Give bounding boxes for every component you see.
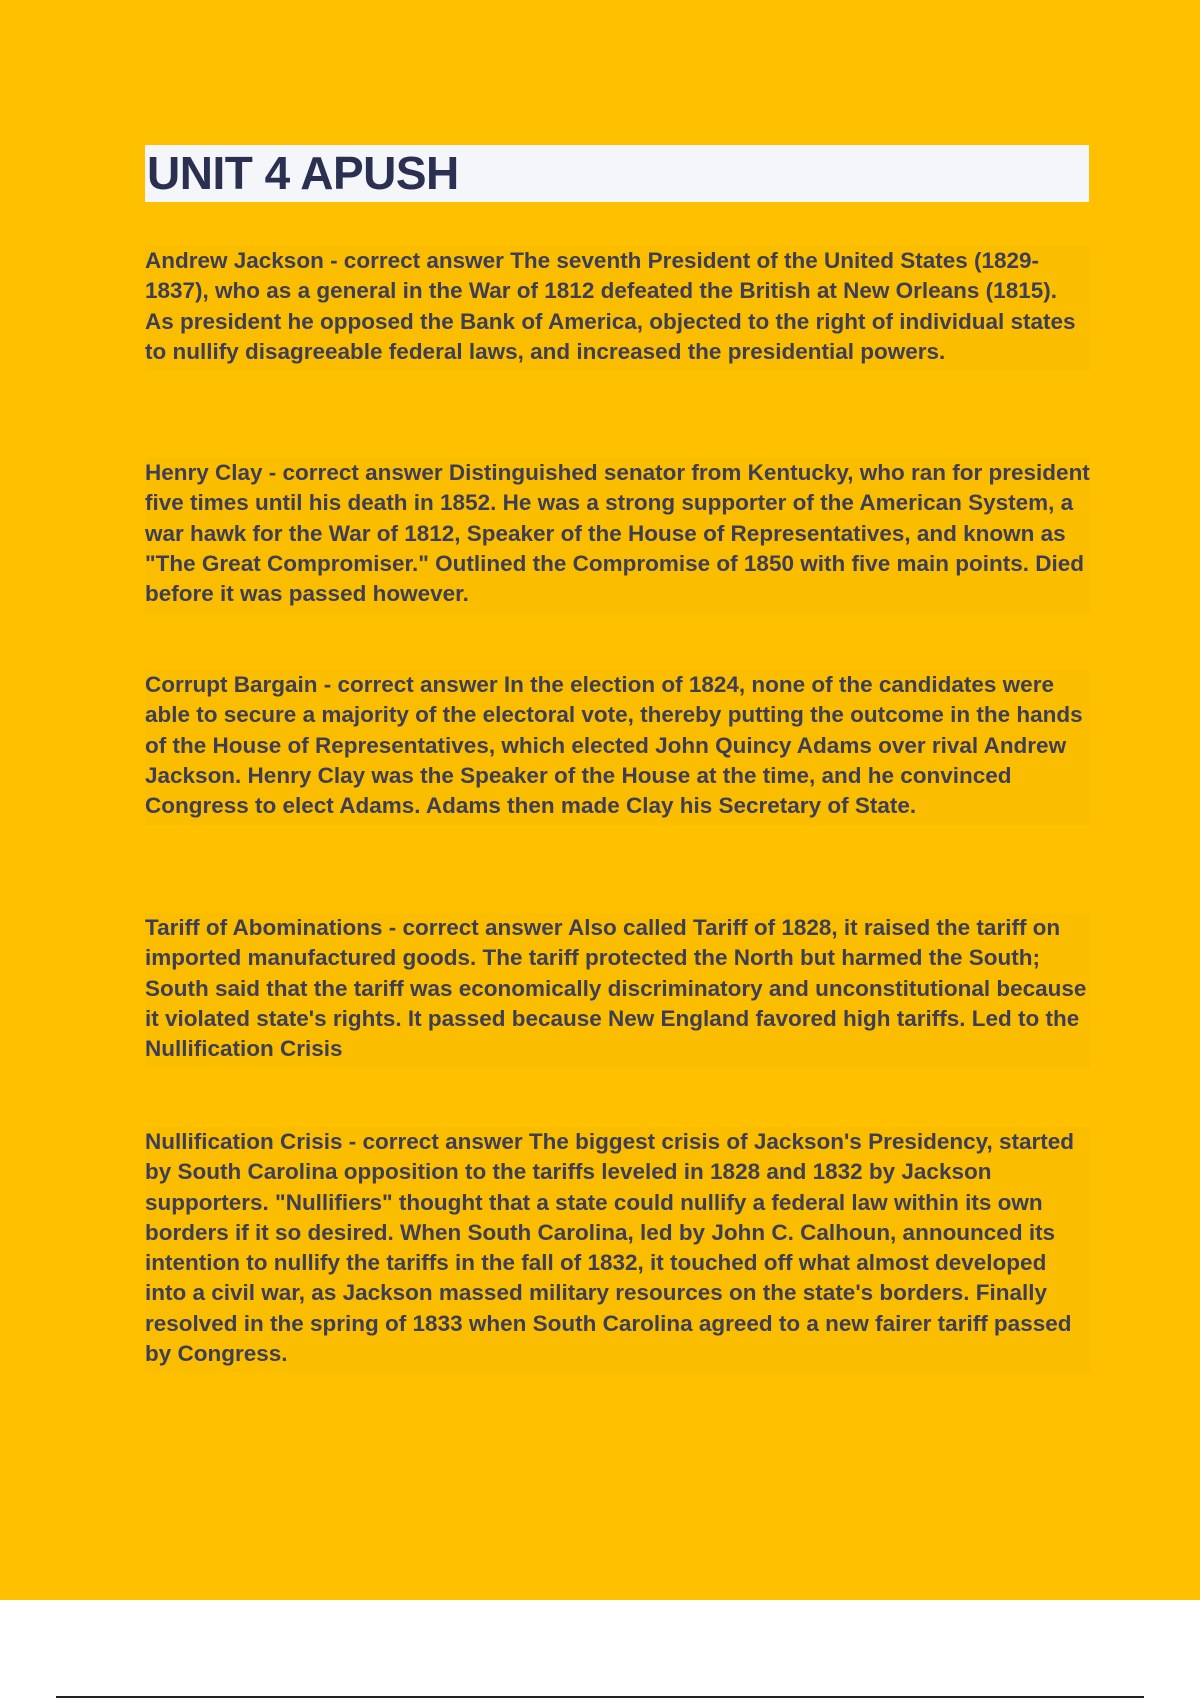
document-title: UNIT 4 APUSH [147,147,459,199]
term-entry-tariff-of-abominations: Tariff of Abominations - correct answer Also called Tariff of 1828, it raised the tariff on imported manufactured goods. The tariff protected the North but harmed the South; South said that the tariff was economically discriminatory and unconstitutional because it violated state's rights. It passed because New England favored high tariffs. Led to the Nullification Crisis [145,913,1090,1068]
footer-divider [56,1696,1144,1698]
term-entry-andrew-jackson: Andrew Jackson - correct answer The seventh President of the United States (1829-1837), who as a general in the War of 1812 defeated the British at New Orleans (1815). As president he opposed the Bank of America, objected to the right of individual states to nullify disagreeable federal laws, and increased the presidential powers. [145,246,1090,371]
term-entry-nullification-crisis: Nullification Crisis - correct answer The biggest crisis of Jackson's Presidency, started by South Carolina opposition to the tariffs leveled in 1828 and 1832 by Jackson supporters. "Nullifiers" thought that a state could nullify a federal law within its own borders if it so desired. When South Carolina, led by John C. Calhoun, announced its intention to nullify the tariffs in the fall of 1832, it touched off what almost developed into a civil war, as Jackson massed military resources on the state's borders. Finally resolved in the spring of 1833 when South Carolina agreed to a new fairer tariff passed by Congress. [145,1127,1090,1373]
term-entry-henry-clay: Henry Clay - correct answer Distinguished senator from Kentucky, who ran for president five times until his death in 1852. He was a strong supporter of the American System, a war hawk for the War of 1812, Speaker of the House of Representatives, and known as "The Great Compromiser." Outlined the Compromise of 1850 with five main points. Died before it was passed however. [145,458,1090,613]
title-bar [145,145,1089,202]
term-entry-corrupt-bargain: Corrupt Bargain - correct answer In the election of 1824, none of the candidates were able to secure a majority of the electoral vote, thereby putting the outcome in the hands of the House of Representatives, which elected John Quincy Adams over rival Andrew Jackson. Henry Clay was the Speaker of the House at the time, and he convinced Congress to elect Adams. Adams then made Clay his Secretary of State. [145,670,1090,825]
